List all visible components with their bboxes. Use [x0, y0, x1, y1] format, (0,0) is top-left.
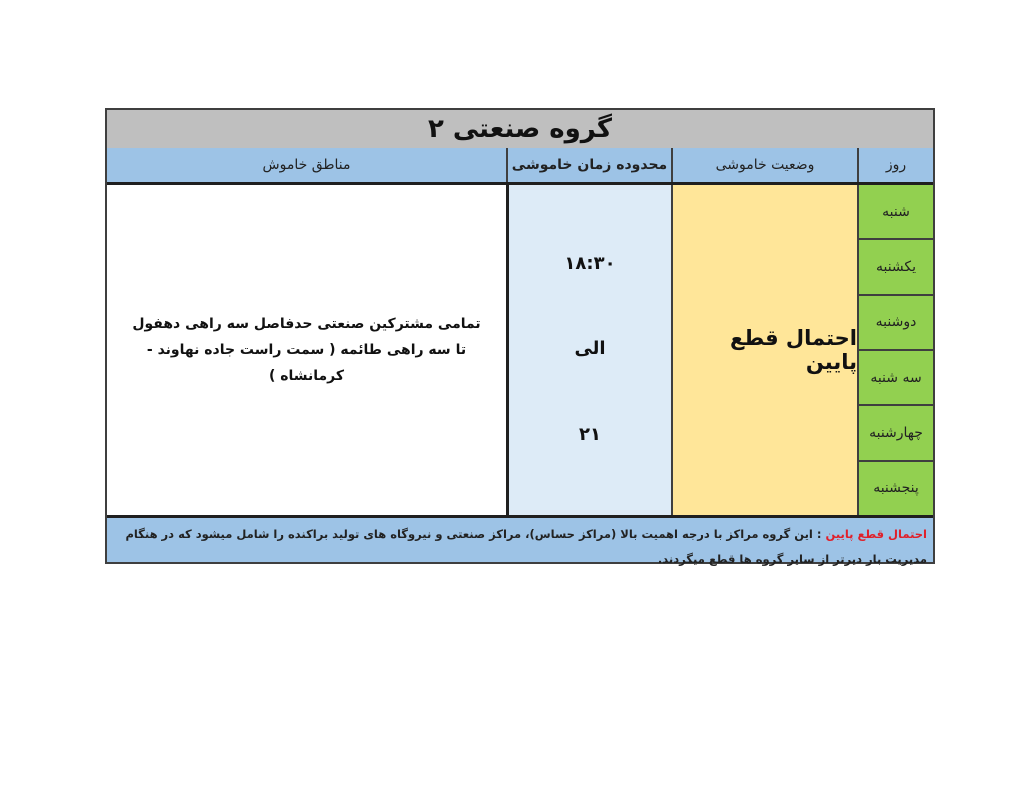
- blackout-schedule-table: [105, 108, 935, 564]
- day-cell-thursday: پنجشنبه: [859, 462, 933, 515]
- day-cell-tuesday: سه شنبه: [859, 351, 933, 406]
- status-cell: احتمال قطع پایین: [671, 185, 857, 515]
- days-column: [857, 185, 933, 515]
- day-cell-saturday: شنبه: [859, 185, 933, 240]
- footnote: [107, 515, 933, 566]
- areas-cell: [107, 185, 506, 515]
- header-day: روز: [857, 148, 933, 182]
- schedule-body: [107, 185, 933, 515]
- header-row: [107, 148, 933, 185]
- day-cell-sunday: یکشنبه: [859, 240, 933, 295]
- time-range-connector: الی: [574, 338, 606, 360]
- day-cell-wednesday: چهارشنبه: [859, 406, 933, 461]
- day-cell-monday: دوشنبه: [859, 296, 933, 351]
- footnote-label: احتمال قطع پایین: [825, 527, 927, 541]
- header-areas: مناطق خاموش: [262, 157, 351, 173]
- header-status: وضعیت خاموشی: [671, 148, 857, 182]
- areas-text: تمامی مشترکین صنعتی حدفاصل سه راهی دهفول تا سه راهی طائمه ( سمت راست جاده نهاوند - کرمانشاه ): [132, 316, 481, 384]
- time-range-cell: [506, 185, 671, 515]
- time-range-end: ۲۱: [579, 423, 601, 445]
- time-range-start: ۱۸:۳۰: [564, 253, 616, 275]
- header-time-range: محدوده زمان خاموشی: [506, 148, 671, 182]
- table-title: گروه صنعتی ۲: [107, 110, 933, 150]
- footnote-text: : این گروه مراکز با درجه اهمیت بالا (مراکز حساس)، مراکز صنعتی و نیروگاه های تولید براکنده را شامل میشود که در هنگام مدیریت بار دیرتر از سایر گروه ها قطع میگردند.: [125, 527, 927, 566]
